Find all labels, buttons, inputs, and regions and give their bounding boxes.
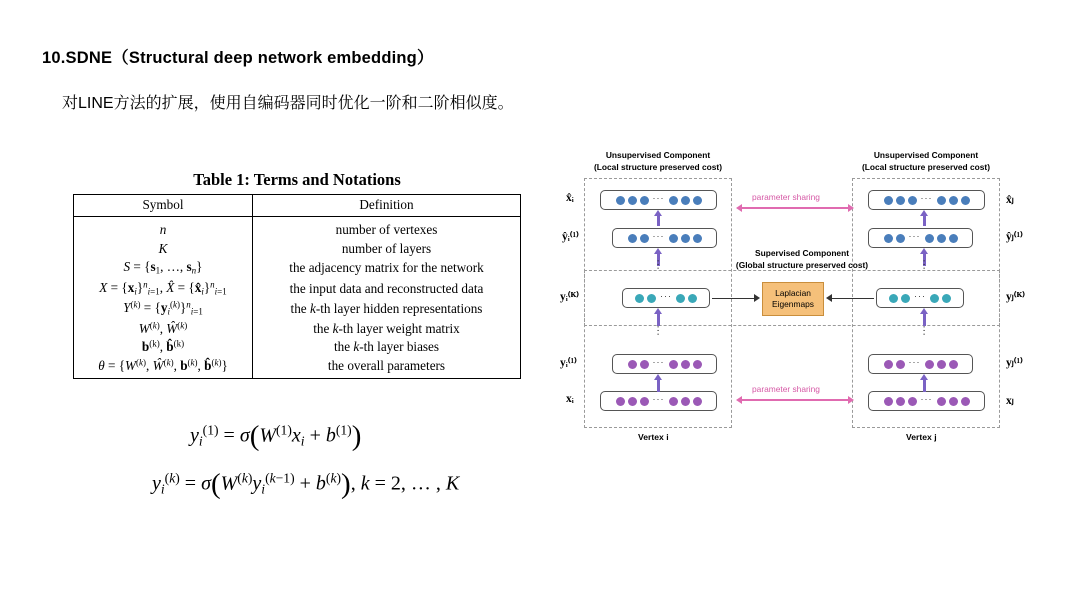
node (889, 294, 898, 303)
node (908, 196, 917, 205)
left-layer-y1 (612, 354, 717, 374)
right-arrow-head-3 (920, 248, 928, 254)
right-to-laplacian-line (832, 298, 874, 299)
node (640, 360, 649, 369)
left-arrow-head-2 (654, 308, 662, 314)
ellipsis: ··· (660, 291, 672, 301)
node (669, 360, 678, 369)
parameter-sharing-bottom-line (742, 399, 848, 401)
node (616, 196, 625, 205)
vertex-left-label: Vertex i (638, 432, 669, 442)
right-label-xhat: x̂ⱼ (1006, 194, 1014, 206)
node (949, 360, 958, 369)
laplacian-eigenmaps-box (762, 282, 824, 316)
node (949, 397, 958, 406)
vertex-right-label: Vertex j (906, 432, 937, 442)
ellipsis: ··· (908, 231, 921, 241)
node (937, 196, 946, 205)
right-layer-xhat (868, 190, 985, 210)
node (693, 397, 702, 406)
node (640, 234, 649, 243)
right-component-title-line1: Unsupervised Component (873, 150, 979, 160)
right-label-yhat1: ŷⱼ⁽¹⁾ (1006, 231, 1023, 243)
table-cell-definition: the k-th layer weight matrix (313, 320, 460, 336)
left-vertical-ellipsis-bottom: ··· (652, 325, 664, 336)
table-row (74, 356, 521, 379)
table-row (74, 258, 521, 279)
table-cell-definition: the adjacency matrix for the network (289, 260, 484, 276)
node (669, 196, 678, 205)
table-cell-symbol: n (74, 217, 253, 240)
table-cell-definition: the overall parameters (327, 357, 446, 373)
table-row (74, 217, 521, 240)
node (961, 196, 970, 205)
node (937, 234, 946, 243)
right-arrow-head-4 (920, 210, 928, 216)
node (616, 397, 625, 406)
table-cell-symbol: $X = \{x_i\}^n_{i=1}$, X̂ = $\{x̂_i\}^n_{i=1}$ (74, 278, 253, 299)
table-row (74, 299, 521, 320)
left-label-x: xᵢ (566, 393, 574, 405)
node (681, 360, 690, 369)
table-cell-definition: number of layers (341, 240, 432, 256)
table-cell-symbol: $W^{(k)}$, $Ŵ^{(k)}$ (74, 319, 253, 338)
parameter-sharing-top-arrow-right (848, 204, 854, 212)
ellipsis: ··· (908, 357, 921, 367)
left-to-laplacian-arrowhead (754, 294, 760, 302)
right-arrow-shaft-4 (923, 216, 926, 226)
ellipsis: ··· (652, 231, 665, 241)
node (949, 196, 958, 205)
right-layer-yhat1 (868, 228, 973, 248)
left-layer-x (600, 391, 717, 411)
right-label-y1: yⱼ⁽¹⁾ (1006, 357, 1023, 369)
node (693, 196, 702, 205)
right-arrow-head-1 (920, 374, 928, 380)
table-cell-definition: the k-th layer hidden representations (290, 301, 483, 317)
left-layer-xhat (600, 190, 717, 210)
supervised-title-line2: (Global structure preserved cost) (735, 260, 869, 270)
table-header-definition: Definition (253, 195, 521, 217)
left-arrow-head-3 (654, 248, 662, 254)
left-layer-yhat1 (612, 228, 717, 248)
right-layer-x (868, 391, 985, 411)
right-vertical-ellipsis-top: ··· (918, 259, 930, 270)
left-vertical-ellipsis-top: ··· (652, 259, 664, 270)
notations-table-block (73, 170, 521, 379)
table-row (74, 338, 521, 357)
parameter-sharing-bottom-arrow-right (848, 396, 854, 404)
node (688, 294, 697, 303)
node (925, 234, 934, 243)
node (693, 234, 702, 243)
table-cell-symbol: K (74, 239, 253, 258)
node (884, 196, 893, 205)
node (896, 234, 905, 243)
left-label-xhat: x̂ᵢ (566, 192, 574, 204)
node (628, 196, 637, 205)
supervised-title-line1: Supervised Component (755, 248, 849, 258)
table-header-symbol: Symbol (74, 195, 253, 217)
laplacian-line2: Eigenmaps (772, 298, 814, 309)
table-cell-definition: number of vertexes (335, 222, 438, 237)
table-cell-symbol: $b^{(k)}$, b̂$^{(k)}$ (74, 338, 253, 357)
table-row (74, 278, 521, 299)
parameter-sharing-top-line (742, 207, 848, 209)
node (937, 360, 946, 369)
table-body (74, 217, 521, 379)
right-layer-y1 (868, 354, 973, 374)
left-label-yK: yᵢ⁽ᴷ⁾ (560, 291, 579, 303)
node (669, 234, 678, 243)
node (937, 397, 946, 406)
node (628, 397, 637, 406)
parameter-sharing-bottom-label: parameter sharing (752, 384, 820, 394)
node (693, 360, 702, 369)
left-layer-yK (622, 288, 710, 308)
left-arrow-head-1 (654, 374, 662, 380)
node (681, 196, 690, 205)
laplacian-line1: Laplacian (775, 288, 811, 298)
left-label-yhat1: ŷᵢ⁽¹⁾ (562, 231, 579, 243)
notations-table (73, 194, 521, 379)
node (681, 397, 690, 406)
ellipsis: ··· (914, 291, 926, 301)
ellipsis: ··· (920, 394, 933, 404)
table-cell-definition: the input data and reconstructed data (289, 280, 484, 296)
node (925, 360, 934, 369)
node (635, 294, 644, 303)
ellipsis: ··· (652, 193, 665, 203)
table-caption: Table 1: Terms and Notations (193, 170, 401, 189)
node (896, 196, 905, 205)
node (676, 294, 685, 303)
node (901, 294, 910, 303)
node (640, 196, 649, 205)
right-vertical-ellipsis-bottom: ··· (918, 325, 930, 336)
sdne-architecture-figure (560, 148, 1060, 458)
left-to-laplacian-line (712, 298, 754, 299)
right-label-yK: yⱼ⁽ᴷ⁾ (1006, 291, 1025, 303)
left-label-y1: yᵢ⁽¹⁾ (560, 357, 577, 369)
formula-k-layer: $y_i^{(k)} = \sigma(W^{(k)}y_i^{(k-1)} + b^{(k)})$, k = 2, … , K (152, 468, 460, 500)
left-arrow-shaft-4 (657, 216, 660, 226)
table-cell-symbol: $S = \{s_1$, …, $s_n$} (74, 258, 253, 279)
table-row (74, 239, 521, 258)
ellipsis: ··· (652, 394, 665, 404)
node (628, 234, 637, 243)
left-arrow-shaft-1 (657, 380, 660, 392)
table-cell-definition: the k-th layer biases (333, 339, 440, 355)
right-to-laplacian-arrowhead (826, 294, 832, 302)
left-arrow-head-4 (654, 210, 662, 216)
left-component-title-line2: (Local structure preserved cost) (594, 162, 722, 172)
right-arrow-head-2 (920, 308, 928, 314)
node (884, 234, 893, 243)
right-layer-yK (876, 288, 964, 308)
right-label-x: xⱼ (1006, 395, 1014, 407)
table-cell-symbol: $\theta = \{W^{(k)}$, $Ŵ^{(k)}$, $b^{(k)}$, b̂$^{(k)}$} (74, 356, 253, 379)
node (908, 397, 917, 406)
node (961, 397, 970, 406)
parameter-sharing-top-label: parameter sharing (752, 192, 820, 202)
table-header-row (74, 195, 521, 217)
node (896, 397, 905, 406)
node (942, 294, 951, 303)
ellipsis: ··· (652, 357, 665, 367)
left-component-title-line1: Unsupervised Component (605, 150, 711, 160)
ellipsis: ··· (920, 193, 933, 203)
node (884, 360, 893, 369)
formula-first-layer: $y_i^{(1)} = \sigma(W^{(1)}x_i + b^{(1)})$ (190, 420, 362, 452)
page-title: 10.SDNE（Structural deep network embedding） (42, 49, 434, 67)
node (681, 234, 690, 243)
node (628, 360, 637, 369)
right-component-title-line2: (Local structure preserved cost) (862, 162, 990, 172)
page-subtitle: 对LINE方法的扩展，使用自编码器同时优化一阶和二阶相似度。 (62, 95, 514, 112)
right-arrow-shaft-1 (923, 380, 926, 392)
table-cell-symbol: $Y^{(k)} = \{y_i^{(k)}\}^n_{i=1}$ (74, 299, 253, 320)
node (930, 294, 939, 303)
node (884, 397, 893, 406)
node (669, 397, 678, 406)
node (647, 294, 656, 303)
node (896, 360, 905, 369)
table-row (74, 319, 521, 338)
node (949, 234, 958, 243)
node (640, 397, 649, 406)
